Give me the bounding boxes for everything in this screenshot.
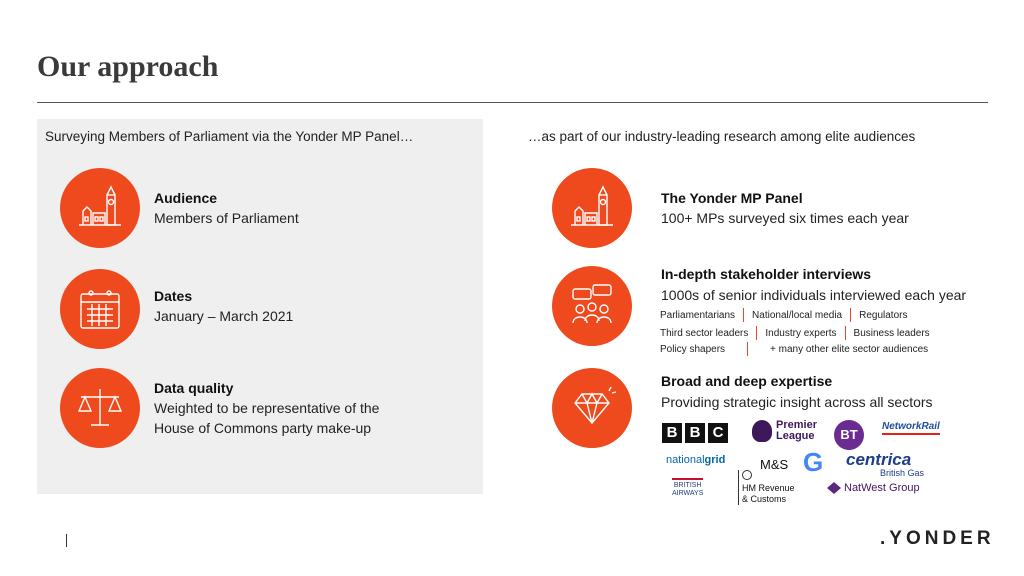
footer-divider <box>66 534 67 547</box>
yonder-logo: .YONDER <box>880 528 995 549</box>
interviews-title: In-depth stakeholder interviews <box>661 266 872 282</box>
data-quality-line-2: House of Commons party make-up <box>154 420 372 436</box>
lion-icon <box>752 420 772 442</box>
expertise-title: Broad and deep expertise <box>661 373 833 389</box>
audience-tags-row-3 <box>660 342 928 356</box>
premier-league-logo <box>752 420 817 442</box>
audience-text: Members of Parliament <box>154 210 299 226</box>
national-grid-part-1: national <box>666 454 705 466</box>
premier-league-line-2: League <box>776 430 815 442</box>
tag: Policy shapers <box>660 343 726 355</box>
bbc-letter: B <box>685 423 705 443</box>
tag: National/local media <box>752 309 843 321</box>
tag: Third sector leaders <box>660 327 749 339</box>
data-quality-line-1: Weighted to be representative of the <box>154 400 380 416</box>
hmrc-line-1: HM Revenue <box>742 483 795 493</box>
title-divider <box>37 102 988 103</box>
national-grid-logo <box>666 454 725 466</box>
bbc-logo <box>662 423 728 443</box>
hmrc-line-2: & Customs <box>742 494 787 504</box>
british-gas-logo: British Gas <box>880 468 925 478</box>
crown-crest-icon <box>742 470 752 480</box>
scales-icon <box>60 368 140 448</box>
tag-divider <box>743 308 744 322</box>
british-airways-logo <box>672 478 703 498</box>
interviews-text: 1000s of senior individuals interviewed each year <box>661 287 967 303</box>
national-grid-part-2: grid <box>704 454 726 466</box>
mp-panel-title: The Yonder MP Panel <box>661 190 803 206</box>
audience-tags-row-2 <box>660 326 930 340</box>
centrica-logo: centrica <box>846 450 912 469</box>
british-airways-line-2: AIRWAYS <box>672 490 704 497</box>
bt-logo: BT <box>834 420 864 450</box>
tag: + many other elite sector audiences <box>770 343 929 355</box>
ms-logo: M&S <box>760 457 789 472</box>
expertise-text: Providing strategic insight across all sectors <box>661 394 933 410</box>
premier-league-line-1: Premier <box>776 419 817 431</box>
calendar-icon <box>60 269 140 349</box>
data-quality-title: Data quality <box>154 380 234 396</box>
audience-title: Audience <box>154 190 218 206</box>
left-heading: Surveying Members of Parliament via the Yonder MP Panel… <box>45 129 414 144</box>
page-title: Our approach <box>37 50 219 83</box>
dates-text: January – March 2021 <box>154 308 294 324</box>
bbc-letter: C <box>708 423 728 443</box>
people-chat-icon <box>552 266 632 346</box>
tag-divider <box>756 326 757 340</box>
right-heading: …as part of our industry-leading research among elite audiences <box>528 129 916 144</box>
dates-title: Dates <box>154 288 193 304</box>
tag-divider <box>747 342 748 356</box>
network-rail-logo: NetworkRail <box>882 421 940 435</box>
natwest-mark-icon <box>827 482 841 494</box>
tag: Regulators <box>859 309 908 321</box>
hmrc-logo <box>738 470 795 505</box>
tag-divider <box>850 308 851 322</box>
audience-tags-row-1 <box>660 308 907 322</box>
mp-panel-text: 100+ MPs surveyed six times each year <box>661 210 909 226</box>
natwest-logo <box>827 482 920 494</box>
parliament-icon <box>552 168 632 248</box>
google-logo: G <box>803 447 824 477</box>
bbc-letter: B <box>662 423 682 443</box>
parliament-icon <box>60 168 140 248</box>
natwest-text: NatWest Group <box>844 482 920 494</box>
tag-divider <box>845 326 846 340</box>
british-airways-line-1: BRITISH <box>673 482 702 489</box>
diamond-icon <box>552 368 632 448</box>
tag: Business leaders <box>853 327 930 339</box>
tag: Parliamentarians <box>660 309 736 321</box>
tag: Industry experts <box>765 327 837 339</box>
